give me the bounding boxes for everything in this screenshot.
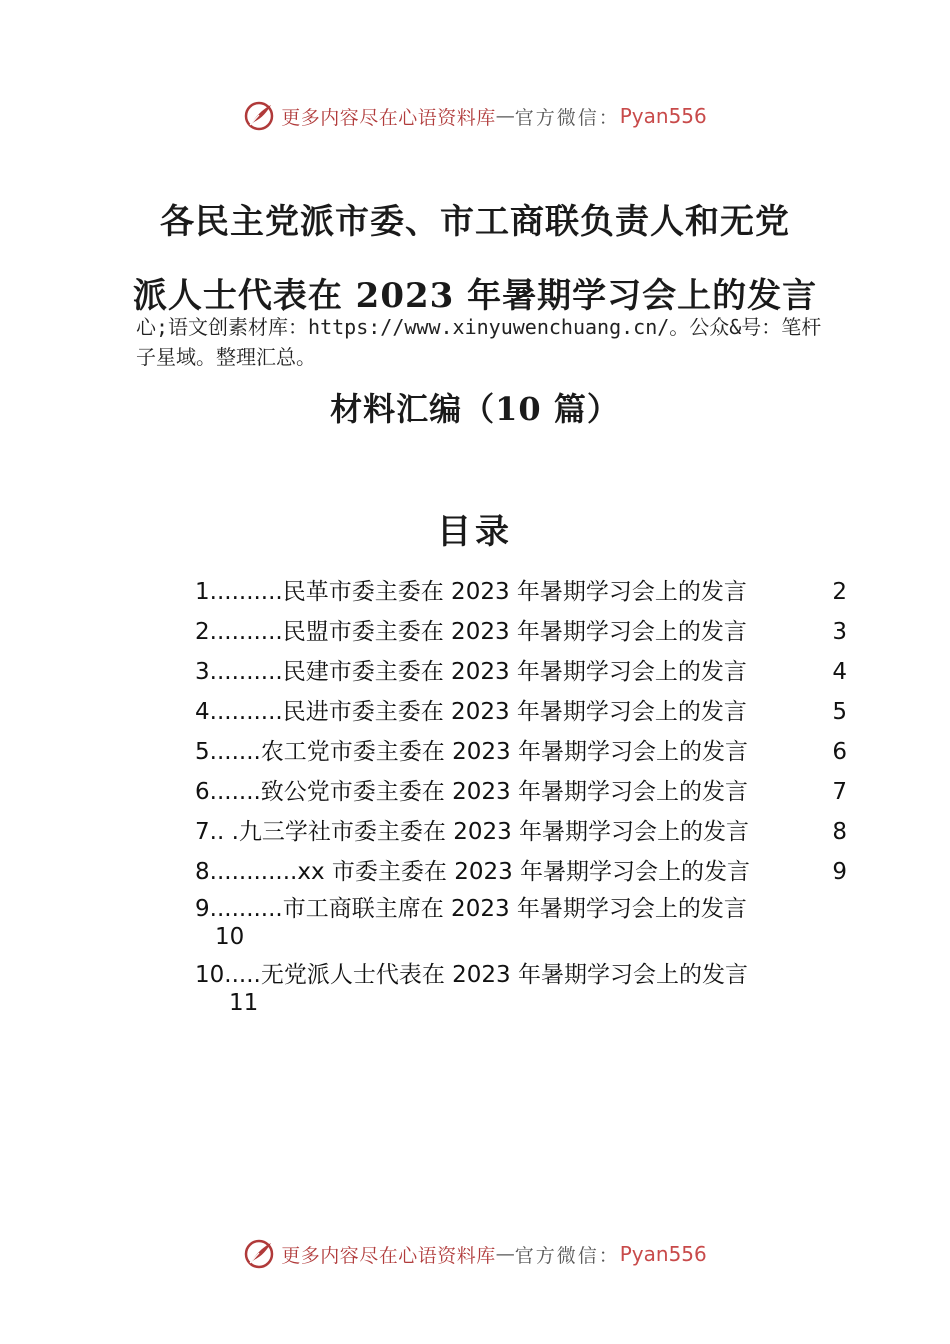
toc-item[interactable] [195,572,855,612]
feather-quill-icon [243,1238,275,1270]
banner-wechat-id: Pyan556 [619,104,707,128]
toc-item[interactable] [195,652,855,692]
banner-wechat-id: Pyan556 [619,1242,707,1266]
toc-item-title: 4..........民进市委主委在 2023 年暑期学习会上的发言 [195,699,747,725]
toc-item-title: 5.......农工党市委主委在 2023 年暑期学习会上的发言 [195,739,748,765]
toc-heading: 目录 [437,512,513,552]
toc-item-page: 2 [832,579,847,605]
toc-item[interactable] [195,772,855,812]
banner-separator: — [495,105,515,127]
toc-item[interactable] [195,732,855,772]
feather-quill-icon [243,100,275,132]
toc-item[interactable] [195,958,855,1018]
toc-item-title: 3..........民建市委主委在 2023 年暑期学习会上的发言 [195,659,747,685]
document-title-line-1: 各民主党派市委、市工商联负责人和无党 [160,202,790,242]
toc-item-title: 7.. .九三学社市委主委在 2023 年暑期学习会上的发言 [195,819,750,845]
toc-item-page: 11 [229,990,259,1016]
banner-label: 官方微信： [514,1244,620,1267]
toc-item-title: 6.......致公党市委主委在 2023 年暑期学习会上的发言 [195,779,748,805]
banner-label: 官方微信： [514,106,620,129]
toc-item-page: 10 [215,924,245,950]
toc-item[interactable] [195,692,855,732]
toc-item-title: 10.....无党派人士代表在 2023 年暑期学习会上的发言 [195,962,748,988]
header-banner [0,94,950,138]
toc-item-page: 8 [832,819,847,845]
toc-item-title: 8............xx 市委主委在 2023 年暑期学习会上的发言 [195,859,751,885]
toc-item-page: 4 [832,659,847,685]
watermark-text: 心;语文创素材库：https://www.xinyuwenchuang.cn/。公众&号：笔杆子星域。整理汇总。 [136,315,822,369]
document-subtitle: 材料汇编（10 篇） [330,390,620,428]
footer-banner [0,1232,950,1276]
toc-item-title: 1..........民革市委主委在 2023 年暑期学习会上的发言 [195,579,747,605]
toc-item[interactable] [195,892,855,958]
toc-item-page: 7 [832,779,847,805]
toc-item[interactable] [195,812,855,852]
document-title-line-2: 派人士代表在 2023 年暑期学习会上的发言 [132,276,818,316]
toc-item-page: 6 [832,739,847,765]
banner-separator: — [495,1243,515,1265]
toc-item-page: 3 [832,619,847,645]
toc-item[interactable] [195,852,855,892]
toc-item-title: 2..........民盟市委主委在 2023 年暑期学习会上的发言 [195,619,747,645]
banner-text: 更多内容尽在心语资料库 [281,106,496,129]
toc-item-page: 9 [832,859,847,885]
toc-item-title: 9..........市工商联主席在 2023 年暑期学习会上的发言 [195,896,747,922]
table-of-contents [195,572,855,1018]
banner-text: 更多内容尽在心语资料库 [281,1244,496,1267]
toc-item[interactable] [195,612,855,652]
toc-item-page: 5 [832,699,847,725]
